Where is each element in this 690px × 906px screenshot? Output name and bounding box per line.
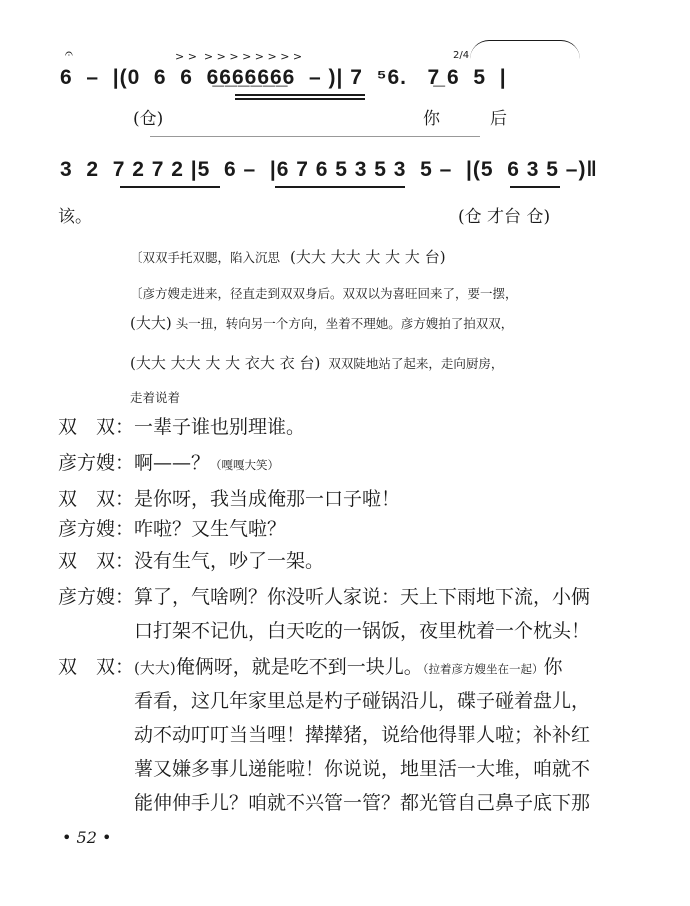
lyric-gai: 该。: [58, 207, 92, 227]
speaker: 彦方嫂：: [58, 586, 135, 608]
beam-2: [235, 98, 365, 100]
speech: 薯又嫌多事儿递能啦！你说说，地里活一大堆，咱就不: [134, 758, 591, 780]
page-number: • 52 •: [62, 828, 112, 847]
percussion-notation: (大大 大大 大 大 大 台): [290, 248, 446, 266]
speaker: 彦方嫂：: [58, 518, 135, 540]
speech: 是你呀，我当成俺那一口子啦！: [134, 488, 401, 510]
dialogue-line-5: [58, 546, 324, 573]
stage-note: （拉着彦方嫂坐在一起）: [422, 662, 544, 676]
beam-1: [235, 94, 365, 96]
stage-direction-4: [130, 352, 503, 373]
score-line-2: 3 2 7 2 7 2 |5 6 – |6 7 6 5 3 5 3 5 – |(5 6 3 5 –)‖: [60, 158, 598, 181]
beam-4: [275, 186, 405, 188]
stage-direction-3: [130, 312, 513, 333]
lyric-ni: 你: [423, 109, 440, 129]
lyric-hou: 后: [490, 109, 507, 129]
dialogue-line-7: [134, 616, 590, 643]
dialogue-line-3: [58, 484, 400, 511]
stage-direction-1: [130, 246, 446, 267]
lyric-cang: (仓): [133, 109, 164, 129]
dialogue-line-6: [58, 582, 590, 609]
speech: 口打架不记仇，白天吃的一锅饭，夜里枕着一个枕头！: [134, 620, 591, 642]
stage-direction-2: 〔彦方嫂走进来，径直走到双双身后。双双以为喜旺回来了，要一摆，: [130, 286, 518, 301]
percussion-line-2: (仓 才台 仓): [458, 207, 551, 227]
speech-tail: 你: [543, 656, 563, 678]
dialogue-line-11: [134, 754, 590, 781]
speech: 没有生气，吵了一架。: [134, 550, 325, 572]
dialogue-line-12: [134, 788, 590, 815]
speech: 能伸伸手儿？咱就不兴管一管？都光管自己鼻子底下那: [134, 792, 591, 814]
slur-arc: [470, 40, 580, 59]
time-signature: 2/4: [453, 50, 470, 61]
dialogue-line-9: [134, 686, 590, 713]
speech: 俺俩呀，就是吃不到一块儿。: [175, 656, 423, 678]
dialogue-line-1: [58, 412, 305, 439]
beam-5: [510, 186, 560, 188]
speech: 看看，这几年家里总是杓子碰锅沿儿，碟子碰着盘儿，: [134, 690, 591, 712]
speech: 一辈子谁也别理谁。: [134, 416, 306, 438]
percussion-notation: (大大): [130, 314, 172, 332]
dialogue-line-8: [58, 652, 563, 679]
speech: 算了，气啥咧？你没听人家说：天上下雨地下流，小俩: [134, 586, 591, 608]
stage-text: 〔双双手托双腮，陷入沉思: [130, 250, 281, 265]
dialogue-line-4: [58, 514, 286, 541]
speaker: 双 双：: [58, 550, 135, 572]
speaker: 双 双：: [58, 488, 135, 510]
stage-direction-5: 走着说着: [130, 390, 181, 405]
speech: 咋啦？又生气啦？: [134, 518, 287, 540]
stage-text: 双双陡地站了起来，走向厨房，: [328, 356, 504, 371]
beam-3: [120, 186, 220, 188]
speaker: 双 双：: [58, 656, 135, 678]
score-line-1: 6 – |(0 6 6 6̲6̲6̲6̲6̲6̲6 – )| 7 ⁵6. 7̲ 6 5 |: [60, 66, 507, 89]
accent-marks: > > > > > > > > > >: [175, 50, 303, 63]
speech: 动不动叮叮当当哩！撵撵猪，说给他得罪人啦；补补红: [134, 724, 591, 746]
speaker: 双 双：: [58, 416, 135, 438]
fermata-icon: 𝄐: [65, 46, 73, 62]
dialogue-line-2: [58, 448, 279, 475]
staff-separator: [150, 136, 480, 137]
speech: 啊——？: [134, 452, 211, 474]
speaker: 彦方嫂：: [58, 452, 135, 474]
stage-text: 头一扭，转向另一个方向，坐着不理她。彦方嫂拍了拍双双，: [175, 316, 514, 331]
dialogue-line-10: [134, 720, 590, 747]
percussion-notation: (大大): [134, 659, 176, 677]
percussion-notation: (大大 大大 大 大 衣大 衣 台): [130, 354, 321, 372]
stage-note: （嘎嘎大笑）: [210, 458, 280, 472]
